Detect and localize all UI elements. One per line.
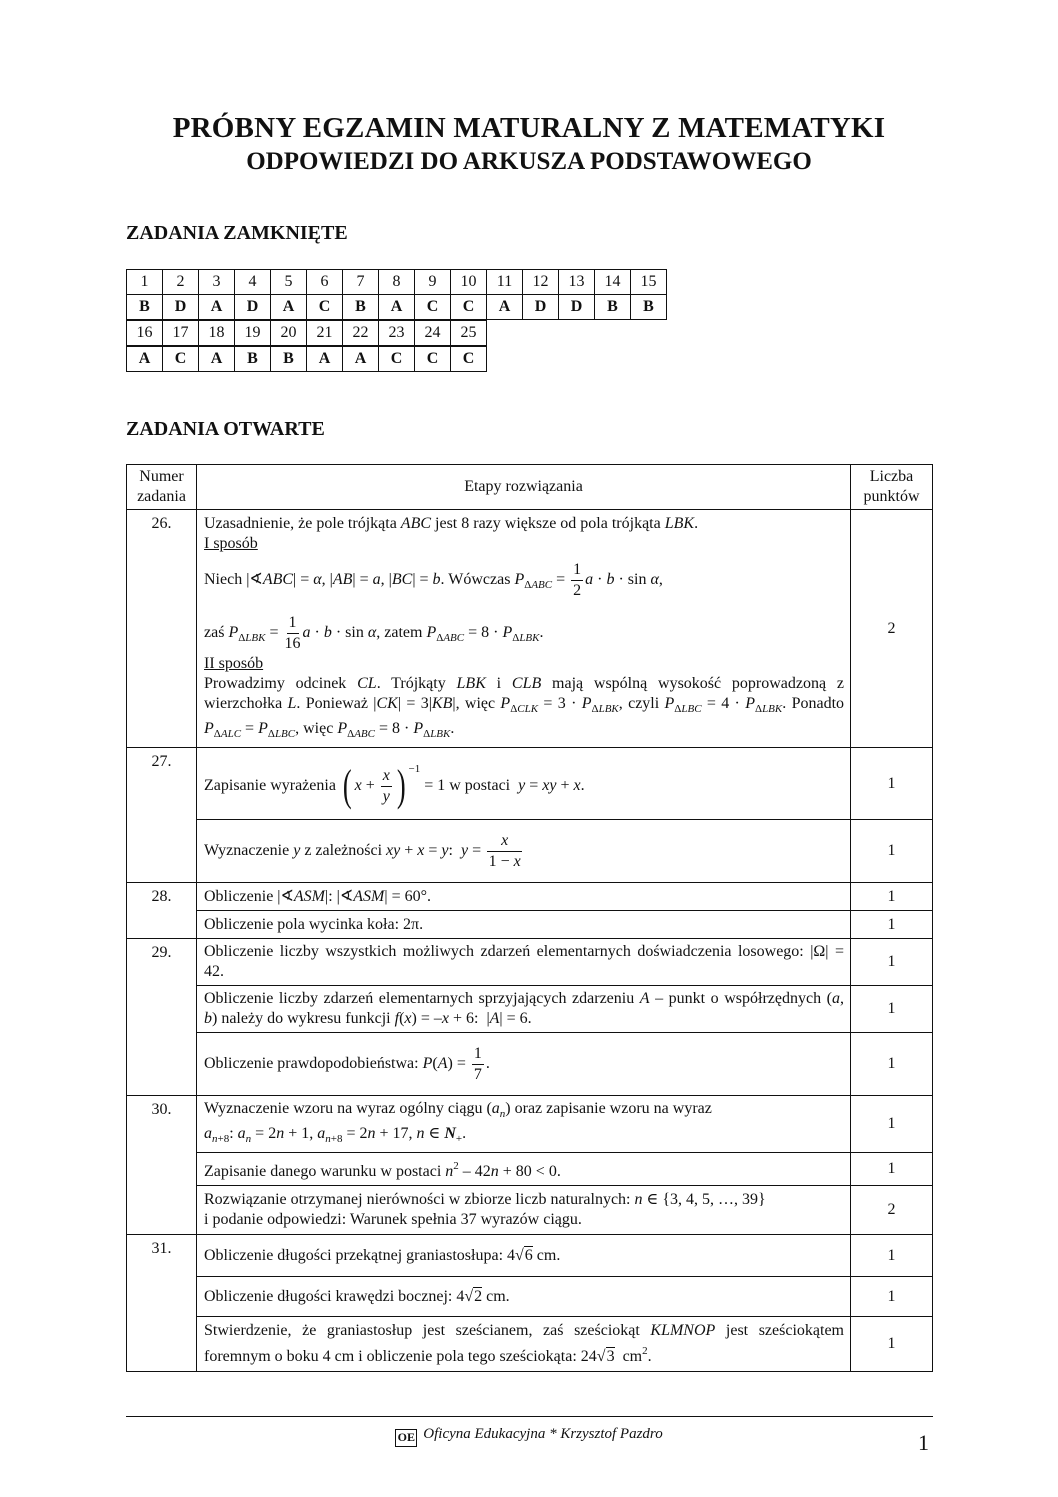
answer-cell: C: [306, 294, 343, 320]
answer-cell: A: [378, 294, 415, 320]
answer-cell: C: [162, 346, 199, 372]
closed-row-numbers-2: [126, 321, 667, 347]
page-title: PRÓBNY EGZAMIN MATURALNY Z MATEMATYKI: [172, 112, 886, 144]
closed-row-answers-1: [126, 295, 667, 321]
answer-cell: C: [378, 346, 415, 372]
task-27-step-2: Wyznaczenie y z zależności xy + x = y: y = $\frac{x}{1 - x}$: [197, 820, 851, 883]
answer-cell: A: [270, 294, 307, 320]
question-number-cell: 14: [594, 269, 631, 295]
question-number-cell: 5: [270, 269, 307, 295]
question-number-cell: 16: [126, 320, 163, 346]
answer-cell: C: [450, 294, 487, 320]
column-header-number: Numer zadania: [127, 465, 197, 510]
answer-cell: B: [234, 346, 271, 372]
question-number-cell: 7: [342, 269, 379, 295]
task-points: 2: [851, 510, 933, 748]
column-header-steps: Etapy rozwiązania: [197, 465, 851, 510]
table-row: [127, 510, 933, 748]
answer-cell: C: [414, 346, 451, 372]
question-number-cell: 25: [450, 320, 487, 346]
question-number-cell: 11: [486, 269, 523, 295]
table-row: [127, 820, 933, 883]
task-points: 2: [851, 1186, 933, 1235]
question-number-cell: 18: [198, 320, 235, 346]
task-27-step-1: Zapisanie wyrażenia ( x + $\frac{x}{y}$ ) $^{-1}$ = 1 w postaci y = xy + x.: [197, 748, 851, 820]
task-31-step-3: Stwierdzenie, że graniastosłup jest sześcianem, zaś sześciokąt KLMNOP jest sześciokątem foremnym o boku 4 cm i obliczenie pola tego sześciokąta: 24√3 $cm^2$.: [197, 1317, 851, 1372]
question-number-cell: 6: [306, 269, 343, 295]
task-points: 1: [851, 911, 933, 939]
task-31-step-2: Obliczenie długości krawędzi bocznej: 4√2 cm.: [197, 1277, 851, 1317]
table-row: [127, 1096, 933, 1153]
task-points: 1: [851, 820, 933, 883]
question-number-cell: 23: [378, 320, 415, 346]
table-header-row: [127, 465, 933, 510]
task-points: 1: [851, 939, 933, 986]
method-2-label: II sposób: [204, 655, 264, 672]
footer-divider: [126, 1416, 933, 1417]
question-number-cell: 22: [342, 320, 379, 346]
task-30-step-2: Zapisanie danego warunku w postaci $n^2 - 42n + 80 < 0$.: [197, 1153, 851, 1186]
question-number-cell: 2: [162, 269, 199, 295]
task-30-step-1: Wyznaczenie wzoru na wyraz ogólny ciągu $(a_n)$ oraz zapisanie wzoru na wyraz $a_{n+8}$: $a_n = 2n + 1$, $a_{n+8} = 2n + 17$, n ∈ $N_+$.: [197, 1096, 851, 1153]
task-number: 31.: [127, 1235, 197, 1372]
answer-cell: B: [126, 294, 163, 320]
table-row: [127, 883, 933, 911]
answer-cell: B: [342, 294, 379, 320]
table-row: [127, 748, 933, 820]
answer-cell: B: [270, 346, 307, 372]
answer-cell: D: [234, 294, 271, 320]
answer-cell: B: [630, 294, 667, 320]
question-number-cell: 12: [522, 269, 559, 295]
column-header-points: Liczba punktów: [851, 465, 933, 510]
question-number-cell: 10: [450, 269, 487, 295]
answer-cell: B: [594, 294, 631, 320]
table-row: [127, 1235, 933, 1277]
task-points: 1: [851, 1033, 933, 1096]
question-number-cell: 3: [198, 269, 235, 295]
answer-cell: D: [522, 294, 559, 320]
method-1-label: I sposób: [204, 535, 258, 552]
task-points: 1: [851, 748, 933, 820]
task-28-step-1: Obliczenie |∢ASM|: |∢ASM| = 60°.: [197, 883, 851, 911]
task-points: 1: [851, 1153, 933, 1186]
answer-cell: A: [342, 346, 379, 372]
question-number-cell: 9: [414, 269, 451, 295]
answer-cell: A: [486, 294, 523, 320]
task-number: 28.: [127, 883, 197, 939]
answer-cell: D: [558, 294, 595, 320]
table-row: [127, 1153, 933, 1186]
open-tasks-table: [126, 464, 933, 1372]
question-number-cell: 15: [630, 269, 667, 295]
closed-row-numbers-1: [126, 269, 667, 295]
question-number-cell: 20: [270, 320, 307, 346]
question-number-cell: 1: [126, 269, 163, 295]
question-number-cell: 8: [378, 269, 415, 295]
task-number: 30.: [127, 1096, 197, 1235]
closed-section-heading: ZADANIA ZAMKNIĘTE: [126, 222, 348, 244]
task-points: 1: [851, 1277, 933, 1317]
publisher-logo-icon: OE: [395, 1429, 417, 1447]
table-row: [127, 911, 933, 939]
task-31-step-1: Obliczenie długości przekątnej graniastosłupa: 4√6 cm.: [197, 1235, 851, 1277]
task-30-step-3: Rozwiązanie otrzymanej nierówności w zbiorze liczb naturalnych: n ∈ {3, 4, 5, …, 39} i podanie odpowiedzi: Warunek spełnia 37 wyrazów ciągu.: [197, 1186, 851, 1235]
question-number-cell: 4: [234, 269, 271, 295]
publisher-name: Oficyna Edukacyjna * Krzysztof Pazdro: [423, 1426, 663, 1442]
table-row: [127, 939, 933, 986]
task-26-steps: Uzasadnienie, że pole trójkąta ABC jest 8 razy większe od pola trójkąta LBK. I sposób Niech |∢ABC| = α, |AB| = a, |BC| = b. Wówczas $P_{\Delta ABC}$ = $\frac{1}{2}$ a · b · sin α, zaś $P_{\Delta LBK}$ = $\frac{1}{16}$ a · b · sin α, zatem $P_{\Delta ABC} = 8 \cdot P_{\Delta LBK}$. II sposób Prowadzimy odcinek CL. Trójkąty LBK i CLB mają wspólną wysokość poprowadzoną z wierzchołka L. Ponieważ |CK| = 3|KB|, więc $P_{\Delta CLK} = 3 \cdot P_{\Delta LBK}$, czyli $P_{\Delta LBC} = 4 \cdot P_{\Delta LBK}$. Ponadto $P_{\Delta ALC} = P_{\Delta LBC}$, więc $P_{\Delta ABC} = 8 \cdot P_{\Delta LBK}$.: [197, 510, 851, 748]
question-number-cell: 19: [234, 320, 271, 346]
page-subtitle: ODPOWIEDZI DO ARKUSZA PODSTAWOWEGO: [246, 148, 812, 175]
task-29-step-3: Obliczenie prawdopodobieństwa: P(A) = $\frac{1}{7}$ .: [197, 1033, 851, 1096]
task-points: 1: [851, 1317, 933, 1372]
task-29-step-1: Obliczenie liczby wszystkich możliwych zdarzeń elementarnych doświadczenia losowego: |Ω| = 42.: [197, 939, 851, 986]
table-row: [127, 1277, 933, 1317]
answer-cell: C: [450, 346, 487, 372]
page-number: 1: [918, 1430, 929, 1455]
task-number: 27.: [127, 748, 197, 883]
answer-cell: C: [414, 294, 451, 320]
question-number-cell: 13: [558, 269, 595, 295]
answer-cell: D: [162, 294, 199, 320]
task-points: 1: [851, 883, 933, 911]
task-points: 1: [851, 986, 933, 1033]
closed-answers-grid: [126, 269, 667, 373]
answer-cell: A: [306, 346, 343, 372]
closed-row-answers-2: [126, 347, 667, 373]
task-28-step-2: Obliczenie pola wycinka koła: 2π.: [197, 911, 851, 939]
answer-cell: A: [198, 346, 235, 372]
table-row: [127, 986, 933, 1033]
task-points: 1: [851, 1235, 933, 1277]
task-29-step-2: Obliczenie liczby zdarzeń elementarnych sprzyjających zdarzeniu A – punkt o współrzędnych (a, b) należy do wykresu funkcji f(x) = –x + 6: |A| = 6.: [197, 986, 851, 1033]
answer-cell: A: [198, 294, 235, 320]
question-number-cell: 17: [162, 320, 199, 346]
question-number-cell: 21: [306, 320, 343, 346]
open-section-heading: ZADANIA OTWARTE: [126, 418, 325, 440]
table-row: [127, 1317, 933, 1372]
question-number-cell: 24: [414, 320, 451, 346]
task-points: 1: [851, 1096, 933, 1153]
footer: [0, 1426, 1058, 1447]
task-number: 26.: [127, 510, 197, 748]
answer-cell: A: [126, 346, 163, 372]
table-row: [127, 1033, 933, 1096]
task-number: 29.: [127, 939, 197, 1096]
table-row: [127, 1186, 933, 1235]
